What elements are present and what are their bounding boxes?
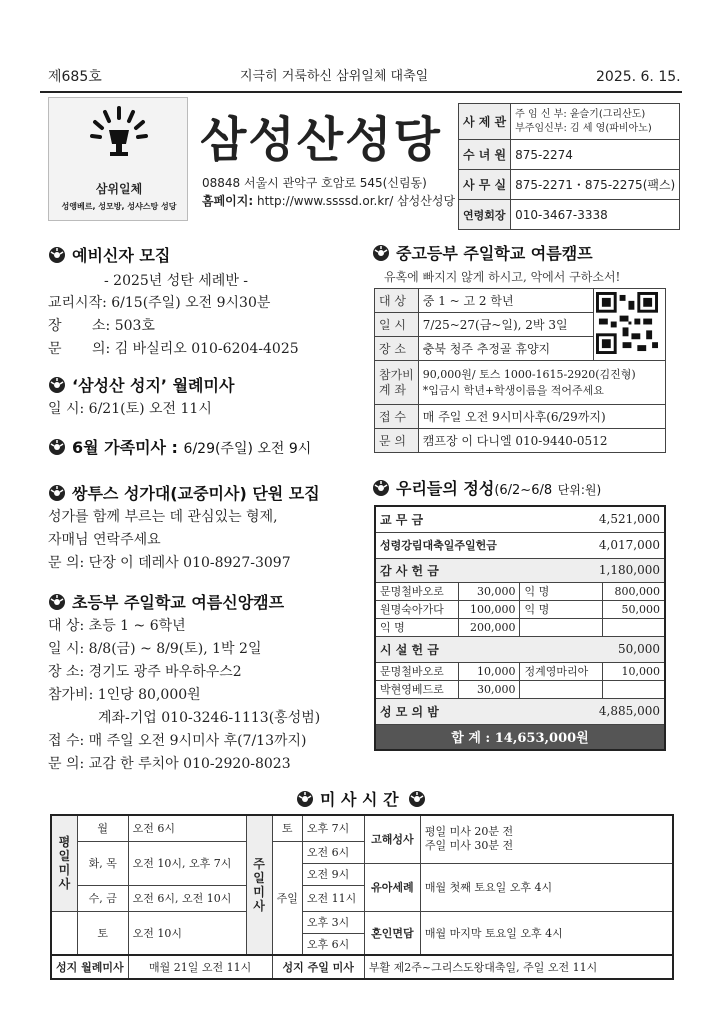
choir-line3: 문 의: 단장 이 데레사 010-8927-3097 [48,555,291,571]
offering-total: 합 계 : 14,653,000원 [375,724,665,750]
catechumen-inquiry: 의: 김 바실리오 010-6204-4025 [92,341,299,357]
council-label: 연령회장 [459,200,511,230]
convent-phone: 875-2274 [511,140,680,170]
mary-night-label: 성 모 의 밤 [375,698,520,724]
office-phone: 875-2271・875-2275(팩스) [511,170,680,200]
thanks-label: 감 사 헌 금 [375,558,520,582]
choir-line2: 자매님 연락주세요 [48,532,161,548]
catechumen-place-label: 장 [48,318,62,334]
baptism-label: 유아세례 [364,863,420,911]
offering-heading: 우리들의 정성(6/2~6/8 단위:원) [372,479,601,501]
elem-inquiry: 문 의: 교감 한 루치아 010-2920-8023 [48,756,291,772]
shrine-date: 일 시: 6/21(토) 오전 11시 [48,401,212,417]
offering-table: 교 무 금 4,521,000 성령강림대축일주일헌금 4,017,000 감 사 헌 금 1,180,000 문명철바오로 30,000 익 명 800,000 원명숙아가다 100,000 익 명 50,000 익 명 200,000 시 설 헌 금 50,000 문명철바오로 10,000 정계영마리아 10,000 박현영베드로 30,000 성 모 의 밤 4,885,000 합 계 : 14,653,000원 [374,505,666,751]
bullet-icon [48,438,66,456]
thanks-value: 1,180,000 [520,558,665,582]
shrine-heading: ‘삼성산 성지’ 월례미사 [48,376,234,396]
shrine-monthly-time: 매월 21일 오전 11시 [128,955,272,979]
trinity-emblem-icon [89,104,149,160]
homepage-label: 홈페이지: [202,194,254,208]
choir-heading: 쌍투스 성가대(교중미사) 단원 모집 [48,484,320,504]
elem-date: 일 시: 8/8(금) ~ 8/9(토), 1박 2일 [48,641,262,657]
pentecost-label: 성령강림대축일주일헌금 [375,532,520,558]
catechumen-start: 교리시작: 6/15(주일) 오전 9시30분 [48,295,271,311]
marriage-label: 혼인면담 [364,911,420,955]
rectory-label: 사 제 관 [459,104,511,140]
parish-name: 삼성산성당 [200,112,442,168]
homepage-link[interactable]: http://www.ssssd.or.kr/ 삼성산성당 [257,194,456,208]
feast-title: 지극히 거룩하신 삼위일체 대축일 [240,69,429,84]
youth-fee: 90,000원/ 토스 1000-1615-2920(김진형) [422,367,636,381]
bullet-icon [48,246,66,264]
catechumen-sub: - 2025년 성탄 세례반 - [104,273,249,289]
elem-account: 계좌-기업 010-3246-1113(홍성범) [98,710,321,726]
issue-date: 2025. 6. 15. [596,69,681,85]
elem-camp-heading: 초등부 주일학교 여름신앙캠프 [48,593,284,613]
office-label: 사 무 실 [459,170,511,200]
catechumen-heading: 예비신자 모집 [48,246,170,266]
youth-motto: 유혹에 빠지지 않게 하시고, 악에서 구하소서! [384,270,621,284]
elem-fee: 참가비: 1인당 80,000원 [48,687,201,703]
bullet-icon [372,244,390,262]
mary-night-value: 4,885,000 [520,698,665,724]
shrine-sunday-label: 성지 주일 미사 [272,955,364,979]
youth-inquiry: 캠프장 이 다니엘 010-9440-0512 [418,429,665,453]
confession-label: 고해성사 [364,815,420,863]
shrine-monthly-label: 성지 월례미사 [51,955,128,979]
mass-times-table: 평일미사 월 오전 6시 주일미사 토 오후 7시 고해성사 평일 미사 20분 전 주일 미사 30분 전 화, 목 오전 10시, 오후 7시 주일 오전 6시 오전 9시 유아세례 매월 첫째 토요일 오후 4시 수, 금 오전 6시, 오전 10시 오전 11시 토 오전 10시 오후 3시 혼인면담 매월 마지막 토요일 오후 4시 오후 6시 성지 월례미사 매월 21일 오전 11시 성지 주일 미사 부활 제2주~그리스도왕대축일, 주일 오전 11시 [50,814,674,980]
bullet-icon [372,479,390,497]
patron-title: 삼위일체 [95,182,143,196]
issue-number: 제685호 [48,69,102,85]
choir-line1: 성가를 함께 부르는 데 관심있는 형제, [48,509,278,525]
elem-register: 접 수: 매 주일 오전 9시미사 후(7/13까지) [48,733,307,749]
bullet-icon [48,484,66,502]
top-rule [40,91,682,93]
tithe-value: 4,521,000 [520,506,665,532]
patron-box [48,97,188,221]
elem-place: 장 소: 경기도 광주 바우하우스2 [48,664,242,680]
elem-target: 대 상: 초등 1 ~ 6학년 [48,618,186,634]
bullet-icon [296,790,314,808]
catechumen-inquiry-label: 문 [48,341,62,357]
tithe-label: 교 무 금 [375,506,520,532]
contact-table [458,103,680,230]
bullet-icon [408,790,426,808]
weekday-mass-label: 평일미사 [51,815,77,911]
parish-address: 08848 서울시 관악구 호암로 545(신림동) [202,176,427,190]
youth-place: 충북 청주 추정골 휴양지 [418,337,593,361]
youth-date: 7/25~27(금~일), 2박 3일 [418,313,593,337]
qr-code-icon[interactable] [596,292,658,354]
bullet-icon [48,376,66,394]
youth-camp-table: 대 상 중 1 ~ 고 2 학년 일 시 7/25~27(금~일), 2박 3일 장 소 충북 청주 추정골 휴양지 참가비 계 좌 90,000원/ 토스 1000-1615-2920(김진형) *입금시 학년+학생이름을 적어주세요 접 수 매 주일 오전 9시미사후(6/29까지) 문 의 캠프장 이 다니엘 010-9440-0512 [374,288,666,453]
pastor: 주 임 신 부: 윤슬기(그리산도) [515,108,646,120]
youth-camp-heading: 중고등부 주일학교 여름캠프 [372,244,593,264]
convent-label: 수 녀 원 [459,140,511,170]
patron-subtitle: 성앵베르, 성모방, 성샤스탕 성당 [61,202,177,211]
shrine-sunday-time: 부활 제2주~그리스도왕대축일, 주일 오전 11시 [364,955,673,979]
bullet-icon [48,593,66,611]
mass-times-heading: 미 사 시 간 [296,790,432,810]
youth-fee-note: *입금시 학년+학생이름을 적어주세요 [422,383,604,397]
sunday-mass-label: 주일미사 [246,815,272,955]
youth-target: 중 1 ~ 고 2 학년 [418,289,593,313]
family-mass-heading: 6월 가족미사 : 6/29(주일) 오전 9시 [48,438,311,459]
facility-label: 시 설 헌 금 [375,636,520,662]
assistant-pastor: 부주임신부: 김 세 영(파비아노) [515,122,652,134]
pentecost-value: 4,017,000 [520,532,665,558]
facility-value: 50,000 [520,636,665,662]
catechumen-place: 소: 503호 [92,318,155,334]
youth-register: 매 주일 오전 9시미사후(6/29까지) [418,405,665,429]
council-phone: 010-3467-3338 [511,200,680,230]
